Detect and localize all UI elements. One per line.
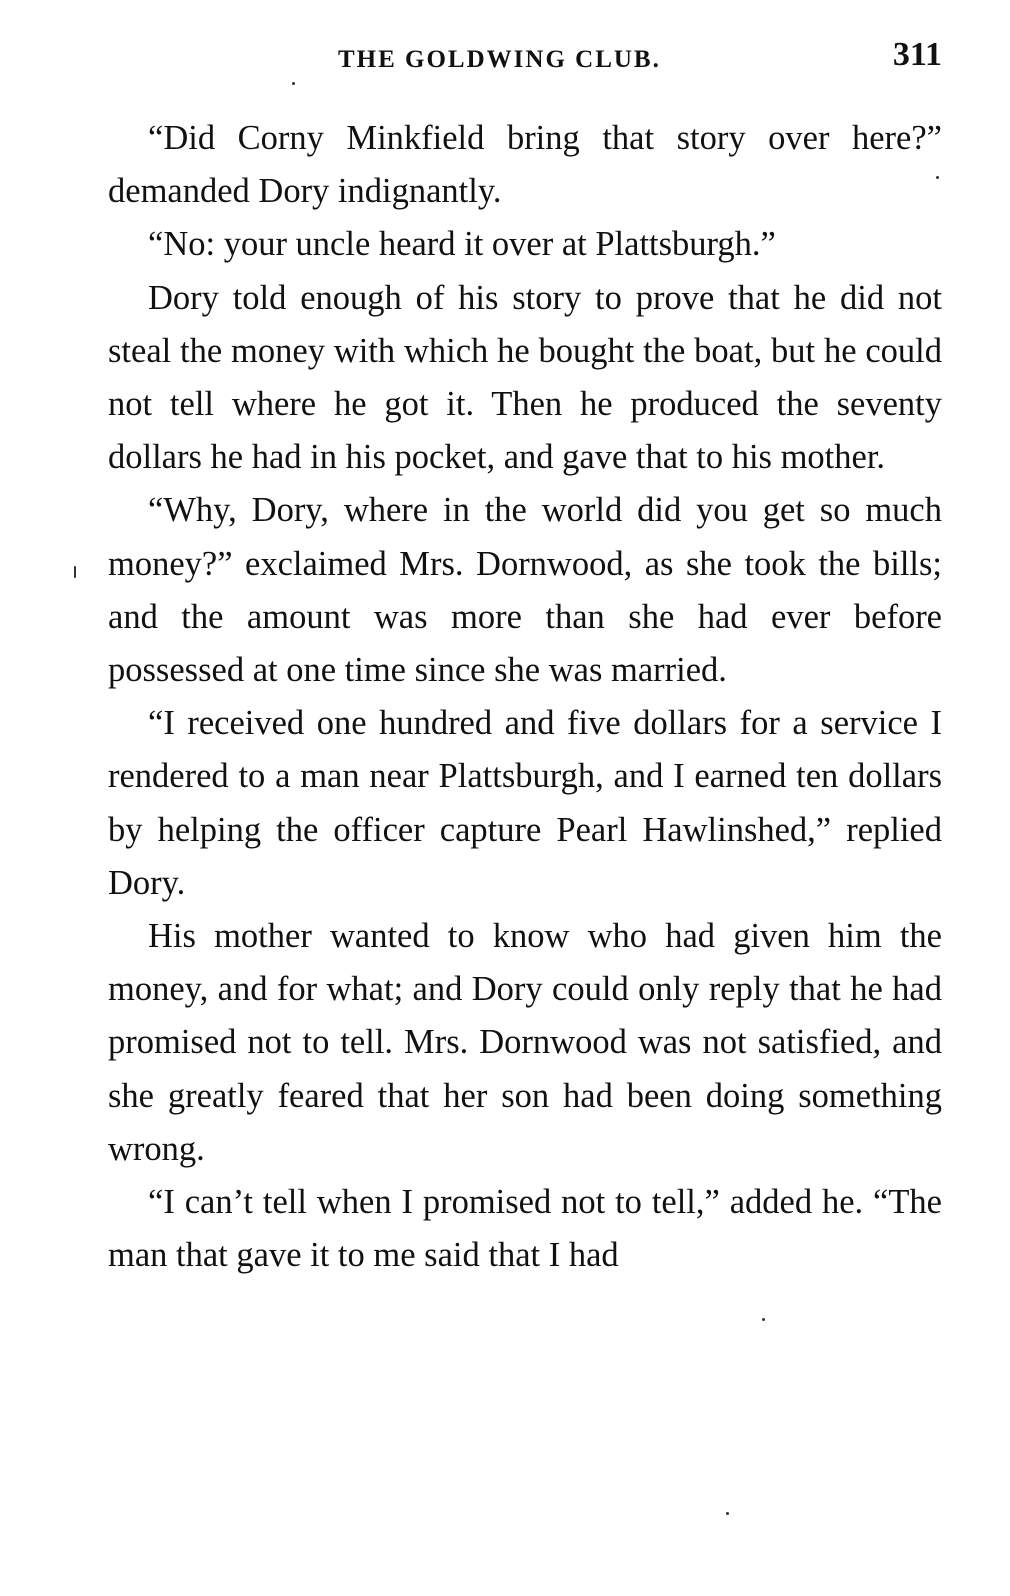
paragraph: “Why, Dory, where in the world did you get so much money?” exclaimed Mrs. Dornwood, as she took the bills; and the amount was more than she had ever before possessed at one time since she was married. [108,491,942,690]
page-number: 311 [892,36,942,73]
scan-speck [936,176,939,179]
body-text [108,112,942,1282]
paragraph: “Did Corny Minkfield bring that story over here?” demanded Dory indignantly. [108,119,942,211]
paragraph: His mother wanted to know who had given him the money, and for what; and Dory could only reply that he had promised not to tell. Mrs. Dornwood was not satisfied, and she greatly feared that her son had been doing something wrong. [108,917,942,1168]
paragraph: “I received one hundred and five dollars for a service I rendered to a man near Plattsburgh, and I earned ten dollars by helping the officer capture Pearl Hawlinshed,” replied Dory. [108,704,942,902]
scan-speck [726,1512,729,1515]
scan-speck [762,1318,765,1321]
running-head [108,30,942,80]
scan-speck [74,566,76,578]
paragraph: “I can’t tell when I promised not to tell,” added he. “The man that gave it to me said that I had [108,1183,942,1275]
paragraph: Dory told enough of his story to prove that he did not steal the money with which he bought the boat, but he could not tell where he got it. Then he produced the seventy dollars he had in his pocket, and gave that to his mother. [108,278,942,477]
running-title: THE GOLDWING CLUB. [338,46,661,73]
scan-speck [292,82,295,85]
paragraph: “No: your uncle heard it over at Plattsburgh.” [148,225,776,264]
